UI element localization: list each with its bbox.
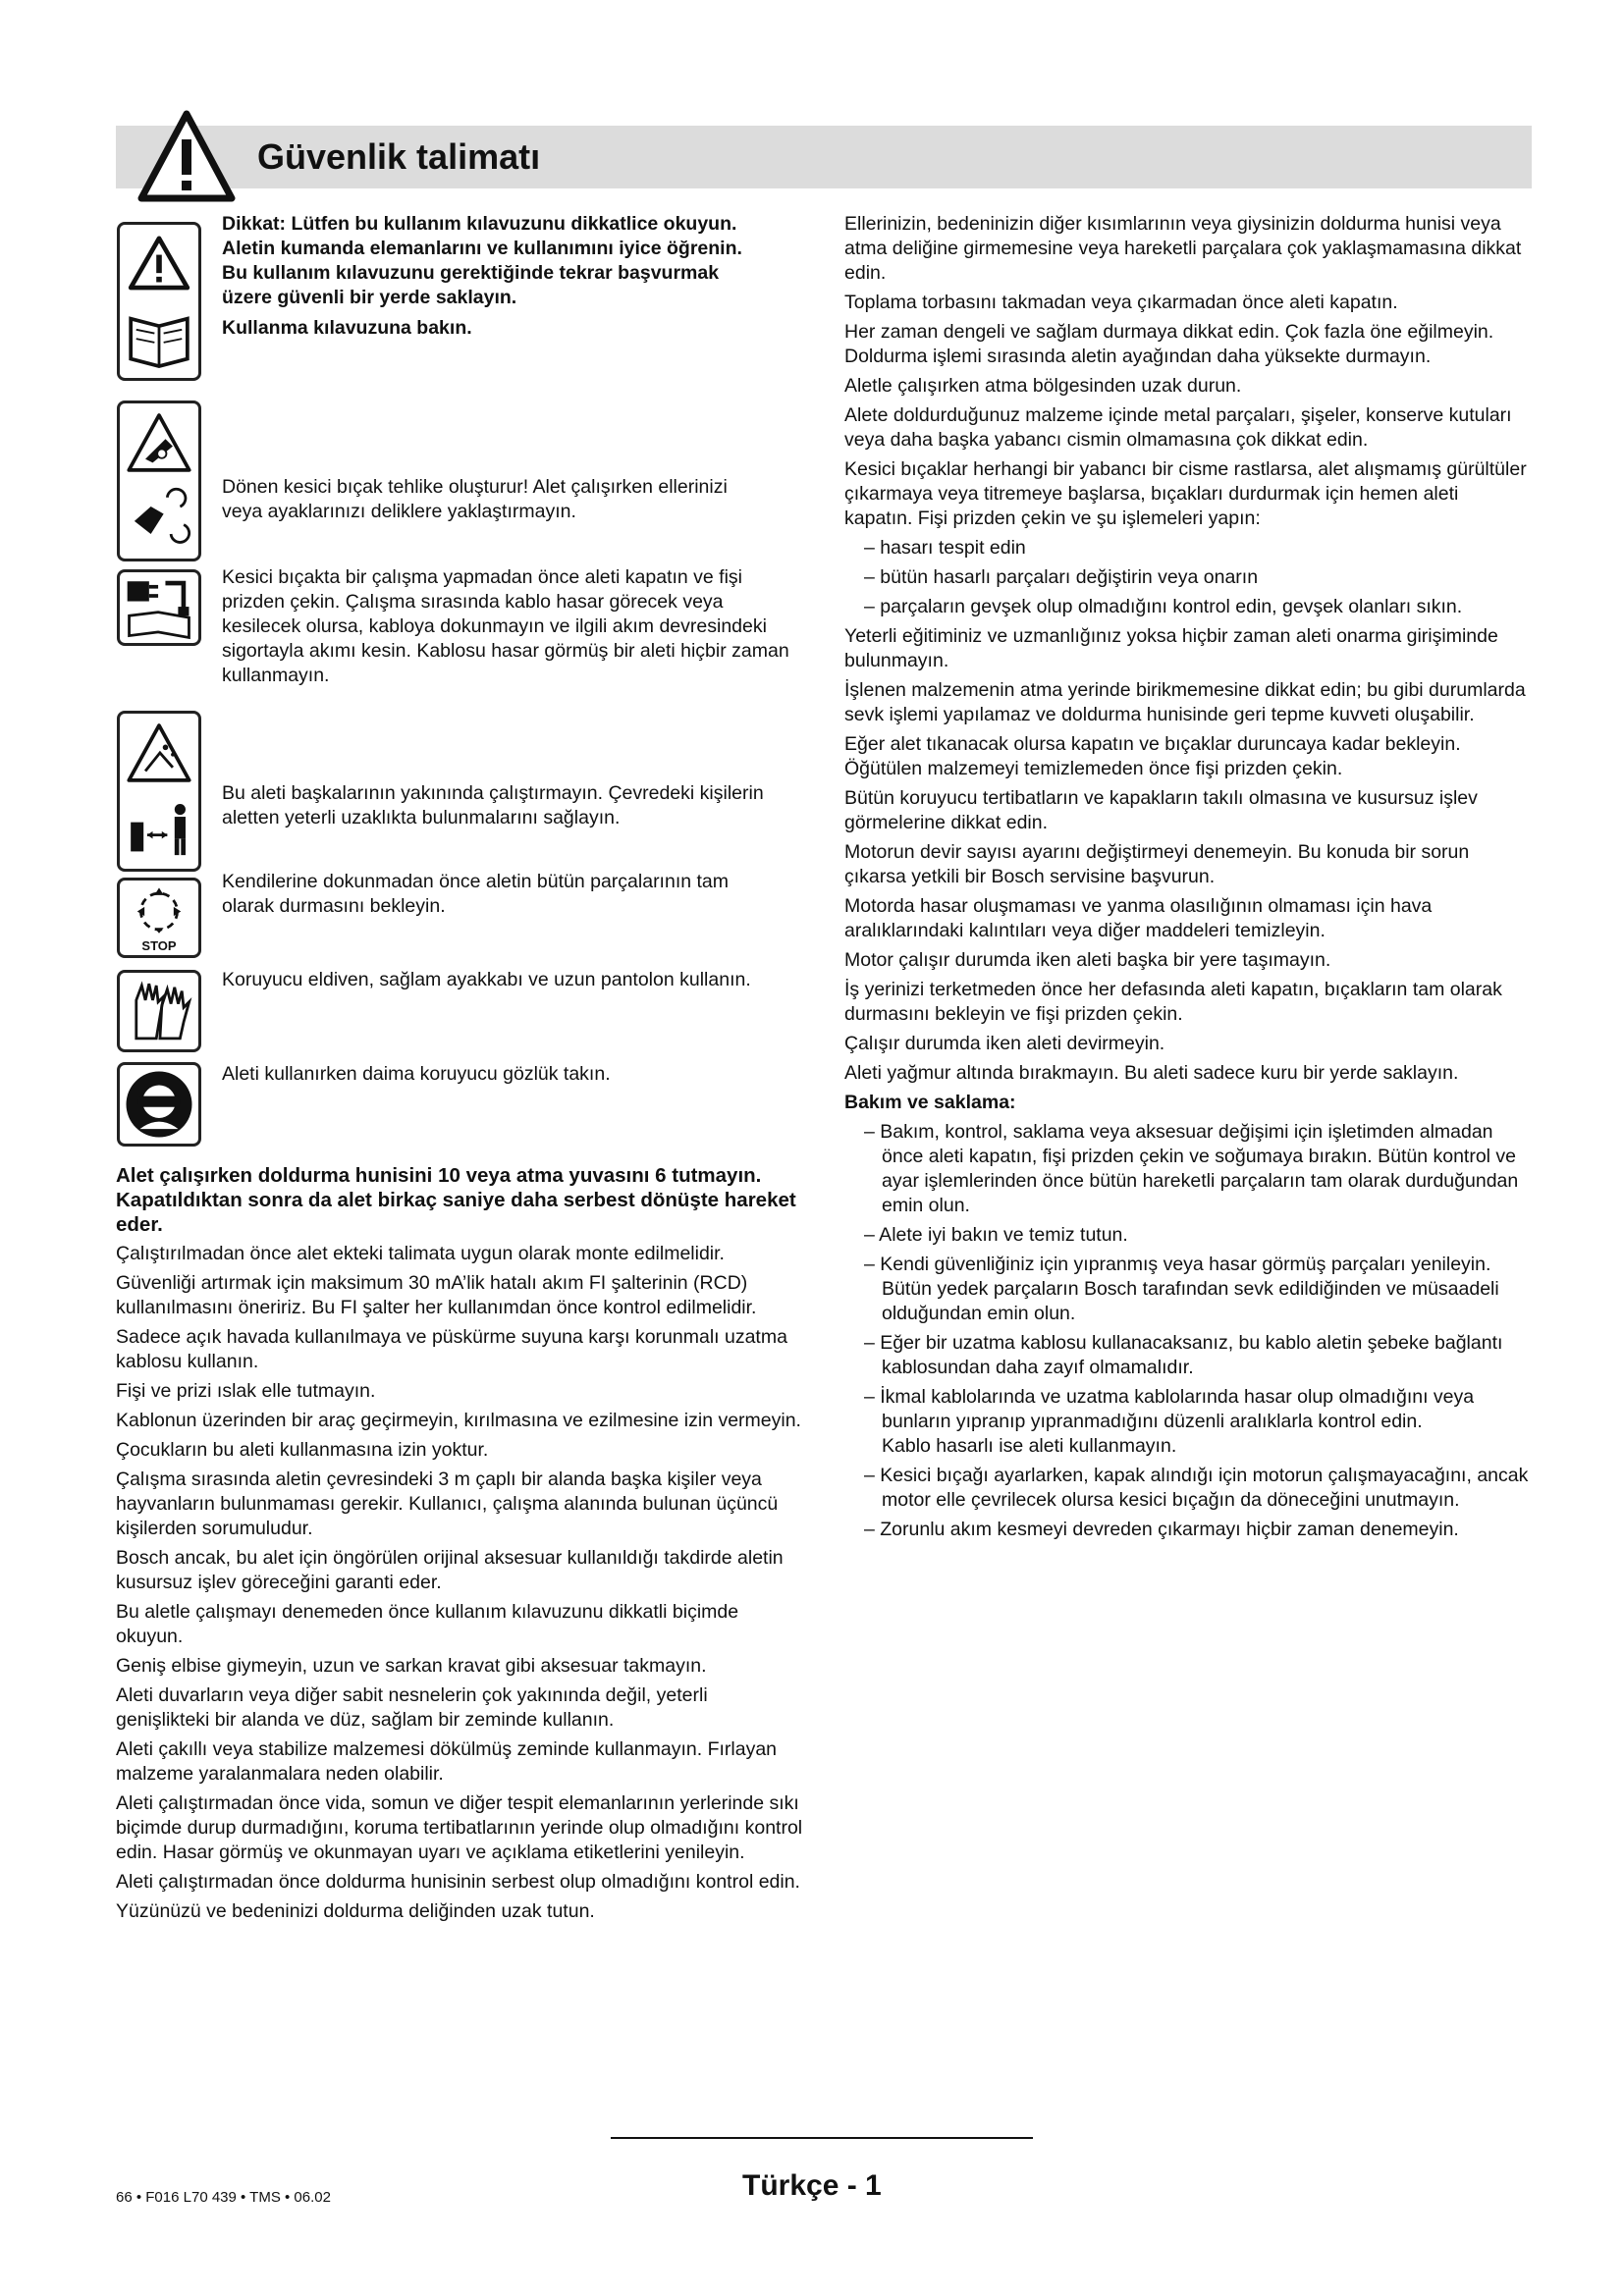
list-item-continuation: Kablo hasarlı ise aleti kullanmayın.: [882, 1435, 1177, 1457]
distance-icon-box: [117, 711, 201, 872]
read-manual-icon: [120, 225, 198, 378]
paragraph: Kablonun üzerinden bir araç geçirmeyin, kırılmasına ve ezilmesine izin vermeyin.: [116, 1410, 801, 1431]
stop-label: STOP: [141, 938, 177, 953]
blade-icon-box: [117, 400, 201, 561]
warning-triangle-icon: [137, 110, 236, 202]
keep-distance-icon: [120, 714, 198, 869]
paragraph: Kesici bıçaklar herhangi bir yabancı bir cisme rastlarsa, alet alışmamış gürültüler çıkarmaya veya titremeye başlarsa, bıçakları durdurmak için hemen aleti kapatın. Fişi prizden çekin ve şu işlemeleri yapın:: [844, 458, 1527, 529]
paragraph: Aletle çalışırken atma bölgesinden uzak durun.: [844, 375, 1242, 397]
paragraph: İş yerinizi terketmeden önce her defasında aleti kapatın, bıçakların tam olarak durmasını bekleyin ve fişi prizden çekin.: [844, 979, 1502, 1025]
list-item: – Bakım, kontrol, saklama veya aksesuar değişimi için işletimden almadan önce aleti kapatın, fişi prizden çekin ve soğumaya bırakın. Bütün kontrol ve ayar işlemlerinden önce bütün hareketli parçaların tam olarak durduğundan emin olun.: [864, 1121, 1519, 1216]
paragraph: Bu aletle çalışmayı denemeden önce kullanım kılavuzunu dikkatli biçimde okuyun.: [116, 1601, 739, 1647]
list-item: – İkmal kablolarında ve uzatma kablolarında hasar olup olmadığını veya bunların yıpranıp yıpranmadığını düzenli aralıklarla kontrol edin.: [864, 1386, 1475, 1432]
paragraph: Aleti duvarların veya diğer sabit nesnelerin çok yakınında değil, yeterli genişlikteki bir alanda ve düz, sağlam bir zeminde kullanın.: [116, 1684, 708, 1731]
gloves-icon: [120, 973, 198, 1049]
paragraph: Aleti çakıllı veya stabilize malzemesi dökülmüş zeminde kullanmayın. Fırlayan malzeme yaralanmalara neden olabilir.: [116, 1738, 778, 1785]
paragraph: Yüzünüzü ve bedeninizi doldurma deliğinden uzak tutun.: [116, 1900, 595, 1922]
right-column: [844, 212, 1532, 1547]
paragraph: Alete doldurduğunuz malzeme içinde metal parçaları, şişeler, konserve kutuları veya daha başka yabancı cismin olmamasına çok dikkat edin.: [844, 404, 1512, 451]
goggles-icon-box: [117, 1062, 201, 1147]
list-item: – bütün hasarlı parçaları değiştirin veya onarın: [864, 566, 1259, 588]
paragraph: Aleti çalıştırmadan önce doldurma hunisinin serbest olup olmadığını kontrol edin.: [116, 1871, 800, 1893]
intro-warning-text: Dikkat: Lütfen bu kullanım kılavuzunu dikkatlice okuyun. Aletin kumanda elemanlarını ve kullanımını iyice öğrenin. Bu kullanım kılavuzunu gerektiğinde tekrar başvurmak üzere güvenli bir yerde saklayın.: [222, 213, 742, 308]
unplug-warning-text: Kesici bıçakta bir çalışma yapmadan önce aleti kapatın ve fişi prizden çekin. Çalışma sırasında kablo hasar görecek veya kesilecek olursa, kabloya dokunmayın ve ilgili akım devresindeki sigortayla akımı kesin. Kablosu hasar görmüş bir aleti hiçbir zaman kullanmayın.: [222, 566, 789, 686]
unplug-icon: [120, 572, 198, 643]
list-item: – Alete iyi bakın ve temiz tutun.: [864, 1224, 1128, 1246]
gloves-warning-text: Koruyucu eldiven, sağlam ayakkabı ve uzun pantolon kullanın.: [222, 969, 751, 990]
list-item: – Kendi güvenliğiniz için yıpranmış veya hasar görmüş parçaları yenileyin. Bütün yedek parçaların Bosch tarafından sevk edildiğinden ve müsaadeli olduğundan emin olun.: [864, 1254, 1499, 1324]
paragraph: Çalışma sırasında aletin çevresindeki 3 m çaplı bir alanda başka kişiler veya hayvanların bulunmaması gerekir. Kullanıcı, çalışma alanında bulunan üçüncü kişilerden sorumuludur.: [116, 1468, 779, 1539]
paragraph: Motorda hasar oluşmaması ve yanma olasılığının olmaması için hava aralıklarındaki kalıntıları veya diğer maddeleri temizleyin.: [844, 895, 1433, 941]
stop-icon-box: [117, 878, 201, 958]
paragraph: Aleti yağmur altında bırakmayın. Bu aleti sadece kuru bir yerde saklayın.: [844, 1062, 1459, 1084]
warning-icon-box: [117, 222, 201, 381]
eye-protection-icon: [120, 1065, 198, 1144]
paragraph: Çocukların bu aleti kullanmasına izin yoktur.: [116, 1439, 489, 1461]
list-item: – hasarı tespit edin: [864, 537, 1026, 559]
footer-divider: [611, 2137, 1033, 2139]
blade-warning-text: Dönen kesici bıçak tehlike oluşturur! Alet çalışırken ellerinizi veya ayaklarınızı deliklere yaklaştırmayın.: [222, 476, 728, 522]
funnel-warning: Alet çalışırken doldurma hunisini 10 veya atma yuvasını 6 tutmayın. Kapatıldıktan sonra da alet birkaç saniye daha serbest dönüşte hareket eder.: [116, 1164, 796, 1236]
paragraph: Motorun devir sayısı ayarını değiştirmeyi denemeyin. Bu konuda bir sorun çıkarsa yetkili bir Bosch servisine başvurun.: [844, 841, 1470, 887]
paragraph: Geniş elbise giymeyin, uzun ve sarkan kravat gibi aksesuar takmayın.: [116, 1655, 707, 1677]
list-item: – parçaların gevşek olup olmadığını kontrol edin, gevşek olanları sıkın.: [864, 596, 1463, 617]
distance-warning-text: Bu aleti başkalarının yakınında çalıştırmayın. Çevredeki kişilerin aletten yeterli uzaklıkta bulunmalarını sağlayın.: [222, 782, 764, 828]
stop-warning-text: Kendilerine dokunmadan önce aletin bütün parçalarının tam olarak durmasını bekleyin.: [222, 871, 730, 917]
icon-text-block: [222, 212, 768, 346]
list-item: – Eğer bir uzatma kablosu kullanacaksanız, bu kablo aletin şebeke bağlantı kablosundan daha zayıf olmamalıdır.: [864, 1332, 1503, 1378]
paragraph: Bosch ancak, bu alet için öngörülen orijinal aksesuar kullanıldığı takdirde aletin kusursuz işlev göreceğini garanti eder.: [116, 1547, 784, 1593]
document-code: 66 • F016 L70 439 • TMS • 06.02: [116, 2189, 331, 2206]
paragraph: Sadece açık havada kullanılmaya ve püskürme suyuna karşı korunmalı uzatma kablosu kullanın.: [116, 1326, 787, 1372]
left-column: [116, 1163, 805, 1929]
paragraph: Çalışır durumda iken aleti devirmeyin.: [844, 1033, 1165, 1054]
paragraph: Bütün koruyucu tertibatların ve kapakların takılı olmasına ve kusursuz işlev görmelerine dikkat edin.: [844, 787, 1478, 833]
maintenance-heading: Bakım ve saklama:: [844, 1092, 1016, 1113]
rotating-blade-icon: [120, 403, 198, 559]
paragraph: Güvenliği artırmak için maksimum 30 mA’lik hatalı akım FI şalterinin (RCD) kullanılmasını öneririz. Bu FI şalter her kullanımdan önce kontrol edilmelidir.: [116, 1272, 757, 1318]
paragraph: Fişi ve prizi ıslak elle tutmayın.: [116, 1380, 376, 1402]
list-item: – Kesici bıçağı ayarlarken, kapak alındığı için motorun çalışmayacağını, ancak motor elle çevrilecek olursa kesici bıçağın da döneceğini unutmayın.: [864, 1465, 1529, 1511]
paragraph: Yeterli eğitiminiz ve uzmanlığınız yoksa hiçbir zaman aleti onarma girişiminde bulunmayın.: [844, 625, 1498, 671]
gloves-icon-box: [117, 970, 201, 1052]
plug-icon-box: [117, 569, 201, 646]
paragraph: İşlenen malzemenin atma yerinde birikmemesine dikkat edin; bu gibi durumlarda sevk işlemi yapılamaz ve doldurma hunisinde geri tepme kuvveti oluşabilir.: [844, 679, 1526, 725]
page-title: Güvenlik talimatı: [257, 136, 541, 177]
paragraph: Aleti çalıştırmadan önce vida, somun ve diğer tespit elemanlarının yerlerinde sıkı biçimde durup durmadığını, koruma tertibatlarının yerinde olup olmadığını kontrol edin. Hasar görmüş ve okunmayan uyarı ve açıklama etiketlerini yenileyin.: [116, 1792, 803, 1863]
paragraph: Her zaman dengeli ve sağlam durmaya dikkat edin. Çok fazla öne eğilmeyin. Doldurma işlemi sırasında aletin ayağından daha yüksekte durmayın.: [844, 321, 1494, 367]
goggles-warning-text: Aleti kullanırken daima koruyucu gözlük takın.: [222, 1063, 611, 1085]
page-number: Türkçe - 1: [742, 2169, 882, 2202]
paragraph: Çalıştırılmadan önce alet ekteki talimata uygun olarak monte edilmelidir.: [116, 1243, 725, 1264]
paragraph: Eğer alet tıkanacak olursa kapatın ve bıçaklar duruncaya kadar bekleyin. Öğütülen malzemeyi temizlemeden önce fişi prizden çekin.: [844, 733, 1461, 779]
list-item: – Zorunlu akım kesmeyi devreden çıkarmayı hiçbir zaman denemeyin.: [864, 1519, 1459, 1540]
manual-reference-text: Kullanma kılavuzuna bakın.: [222, 317, 472, 339]
paragraph: Motor çalışır durumda iken aleti başka bir yere taşımayın.: [844, 949, 1331, 971]
paragraph: Ellerinizin, bedeninizin diğer kısımlarının veya giysinizin doldurma hunisi veya atma deliğine girmemesine veya hareketli parçalara çok yaklaşmamasına dikkat edin.: [844, 213, 1522, 284]
paragraph: Toplama torbasını takmadan veya çıkarmadan önce aleti kapatın.: [844, 292, 1398, 313]
